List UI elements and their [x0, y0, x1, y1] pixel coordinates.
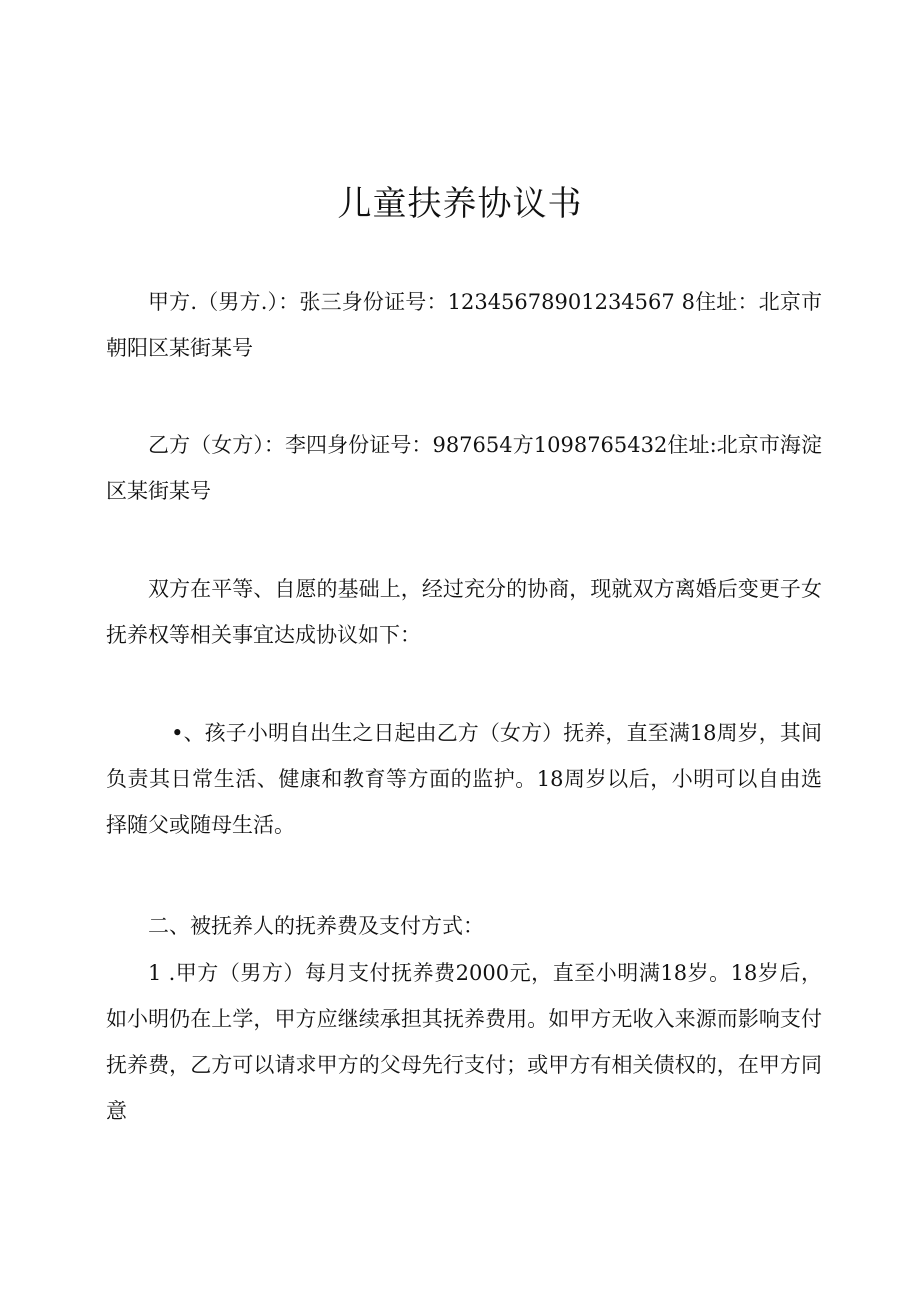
clause-2-item-1-paragraph: 1 .甲方（男方）每月支付抚养费2000元，直至小明满18岁。18岁后，如小明仍在上学，甲方应继续承担其抚养费用。如甲方无收入来源而影响支付抚养费，乙方可以请求甲方的父母先行支付；或甲方有相关债权的，在甲方同意: [106, 961, 822, 1123]
party-a-paragraph: 甲方.（男方.）：张三身份证号：12345678901234567 8住址：北京市朝阳区某街某号: [106, 290, 822, 360]
document-title: 儿童扶养协议书: [337, 184, 583, 224]
clause-2-heading: 二、被抚养人的抚养费及支付方式：: [148, 914, 484, 938]
preamble-paragraph: 双方在平等、自愿的基础上，经过充分的协商，现就双方离婚后变更子女抚养权等相关事宜达成协议如下：: [106, 577, 822, 647]
party-b-paragraph: 乙方（女方）：李四身份证号：987654方1098765432住址:北京市海淀区某街某号: [106, 433, 822, 503]
clause-1-paragraph: •、孩子小明自出生之日起由乙方（女方）抚养，直至满18周岁，其间负责其日常生活、健康和教育等方面的监护。18周岁以后，小明可以自由选择随父或随母生活。: [106, 721, 822, 837]
